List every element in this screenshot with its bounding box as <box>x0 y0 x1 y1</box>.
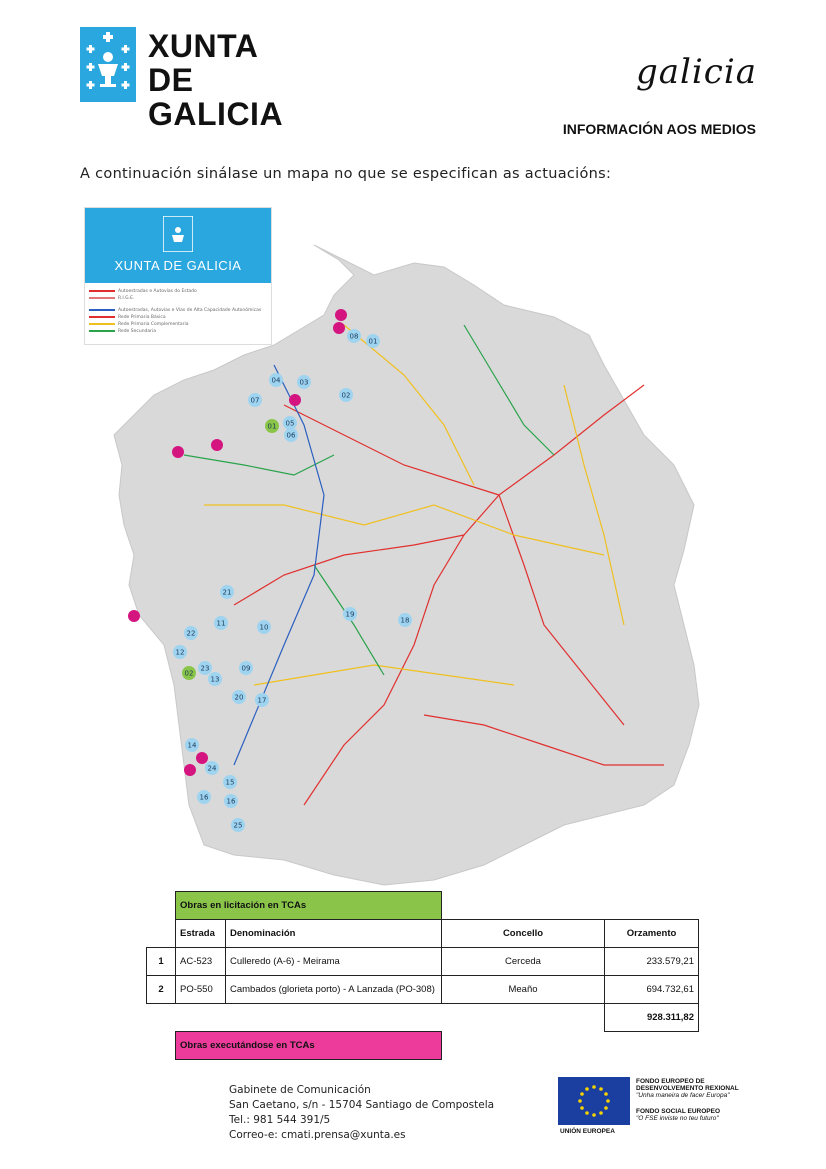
works-table <box>146 891 699 1060</box>
map-marker-label: 17 <box>257 696 267 705</box>
map-marker-label: 24 <box>207 764 217 773</box>
map-marker-execucion <box>184 764 196 776</box>
map-marker-label: 06 <box>286 431 296 440</box>
legend-item: Rede Primaria Complementaria <box>89 322 188 327</box>
legend-title: XUNTA DE GALICIA <box>114 258 242 273</box>
legend-item: Rede Primaria Básica <box>89 315 166 320</box>
map-marker-label: 14 <box>187 741 197 750</box>
header-road: Estrada <box>176 920 226 948</box>
map-marker-label: 18 <box>400 616 410 625</box>
xunta-shield-icon <box>80 27 136 102</box>
eu-flag <box>558 1077 630 1125</box>
map-marker-execucion <box>335 309 347 321</box>
section-licitacion-title: Obras en licitación en TCAs <box>176 892 442 920</box>
legend-item: Autoestradas, Autovías e Vías de Alta Capacidade Autonómicas <box>89 308 261 313</box>
table-row: 1 AC-523 Culleredo (A-6) - Meirama Cerceda 233.579,21 <box>147 948 699 976</box>
fund-fse-motto: "O FSE inviste no teu futuro" <box>636 1115 719 1122</box>
header-budget: Orzamento <box>605 920 699 948</box>
map-marker-label: 05 <box>285 419 295 428</box>
map-marker-label: 02 <box>184 669 194 678</box>
table-header-row <box>147 920 699 948</box>
legend-line <box>89 309 115 311</box>
contact-block <box>229 1083 494 1143</box>
logo-line-2: DE GALICIA <box>148 62 284 132</box>
map-marker-label: 23 <box>200 664 210 673</box>
map-marker-label: 16 <box>199 793 209 802</box>
table-row: 2 PO-550 Cambados (glorieta porto) - A Lanzada (PO-308) Meaño 694.732,61 <box>147 976 699 1004</box>
fund-fse <box>636 1108 760 1122</box>
map-marker-execucion <box>289 394 301 406</box>
map-marker-label: 09 <box>241 664 251 673</box>
map-marker-label: 01 <box>368 337 378 346</box>
contact-line: San Caetano, s/n - 15704 Santiago de Compostela <box>229 1099 495 1111</box>
map-marker-execucion <box>172 446 184 458</box>
legend-line <box>89 297 115 299</box>
table-band-row <box>147 1032 699 1060</box>
legend-header <box>85 208 271 283</box>
intro-text: A continuación sinálase un mapa no que se especifican as actuacións: <box>80 166 612 182</box>
map-marker-label: 08 <box>349 332 359 341</box>
contact-line: Gabinete de Comunicación <box>229 1084 371 1096</box>
section-execucion-title: Obras executándose en TCAs <box>176 1032 442 1060</box>
header-name: Denominación <box>226 920 442 948</box>
legend-item: Autoestradas e Autovías do Estado <box>89 289 197 294</box>
map-marker-label: 25 <box>233 821 243 830</box>
table-total: 928.311,82 <box>605 1004 699 1032</box>
legend-item: R.I.G.E. <box>89 296 134 301</box>
contact-line: Tel.: 981 544 391/5 <box>229 1114 331 1126</box>
map-marker-execucion <box>333 322 345 334</box>
legend-line <box>89 290 115 292</box>
map-marker-label: 02 <box>341 391 351 400</box>
fund-feder-title: FONDO EUROPEO DE DESENVOLVEMENTO REXIONAL <box>636 1078 739 1092</box>
document-heading: INFORMACIÓN AOS MEDIOS <box>562 121 756 137</box>
xunta-wordmark <box>148 29 325 131</box>
map-marker-execucion <box>128 610 140 622</box>
map-marker-execucion <box>196 752 208 764</box>
map-marker-label: 04 <box>271 376 281 385</box>
eu-stars-icon <box>558 1077 630 1125</box>
fund-feder-motto: "Unha maneira de facer Europa" <box>636 1092 730 1099</box>
map-marker-label: 11 <box>216 619 226 628</box>
fund-feder <box>636 1078 760 1099</box>
map-marker-label: 21 <box>222 588 232 597</box>
map-marker-label: 22 <box>186 629 196 638</box>
legend-line <box>89 316 115 318</box>
galicia-brand-logo: galicia <box>636 52 757 92</box>
map-legend <box>84 207 272 345</box>
table-band-row <box>147 892 699 920</box>
legend-line <box>89 323 115 325</box>
map-marker-label: 19 <box>345 610 355 619</box>
eu-label: UNIÓN EUROPEA <box>560 1128 615 1135</box>
map-marker-label: 01 <box>267 422 277 431</box>
fund-fse-title: FONDO SOCIAL EUROPEO <box>636 1108 721 1115</box>
table-total-row <box>147 1004 699 1032</box>
map-marker-label: 07 <box>250 396 260 405</box>
legend-line <box>89 330 115 332</box>
legend-shield-icon <box>163 216 193 252</box>
header-council: Concello <box>442 920 605 948</box>
map-marker-label: 13 <box>210 675 220 684</box>
map-marker-execucion <box>211 439 223 451</box>
map-marker-label: 03 <box>299 378 309 387</box>
legend-item: Rede Secundaria <box>89 329 156 334</box>
map-marker-label: 16 <box>226 797 236 806</box>
map-marker-label: 10 <box>259 623 269 632</box>
map-marker-label: 20 <box>234 693 244 702</box>
contact-email: Correo-e: cmati.prensa@xunta.es <box>229 1129 406 1141</box>
logo-line-1: XUNTA <box>148 28 259 64</box>
map-marker-label: 12 <box>175 648 185 657</box>
map-marker-label: 15 <box>225 778 235 787</box>
xunta-logo <box>80 27 325 132</box>
